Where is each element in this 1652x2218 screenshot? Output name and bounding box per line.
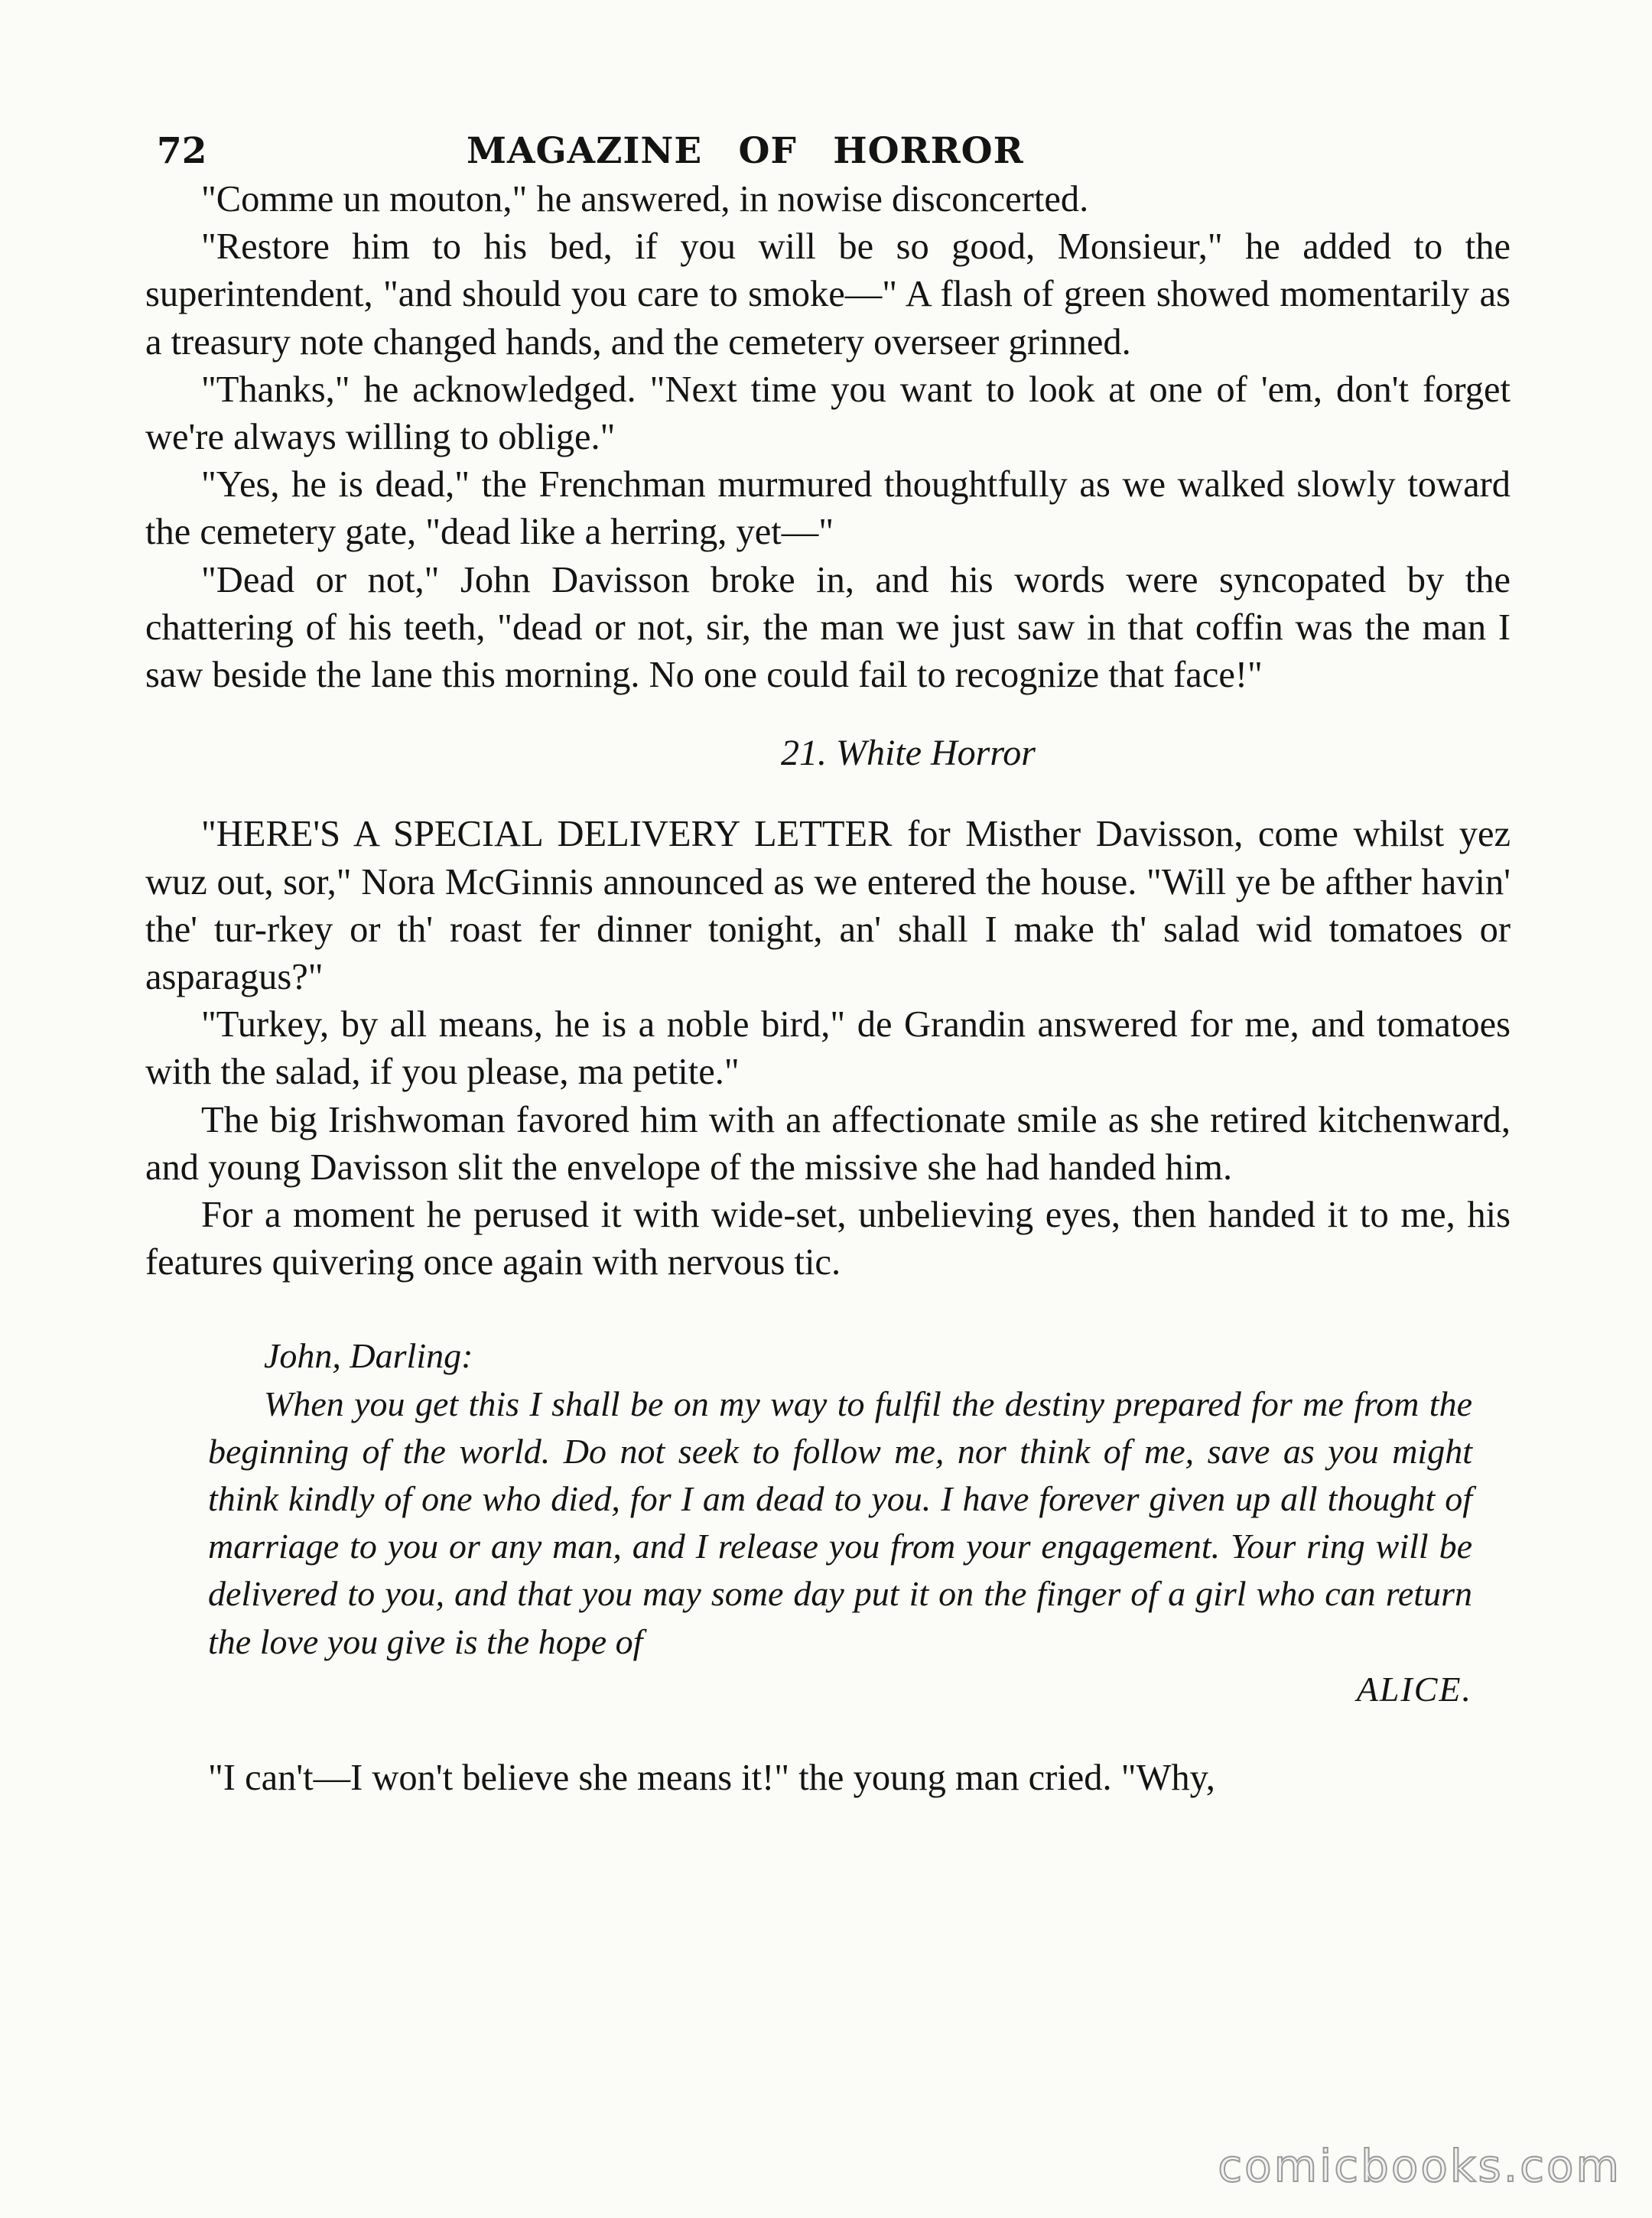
watermark: comicbooks.com — [1218, 2140, 1621, 2192]
page-number: 72 — [157, 130, 207, 172]
page-header — [145, 130, 1511, 176]
running-title: MAGAZINE OF HORROR — [467, 130, 1024, 172]
paragraph: "Thanks," he acknowledged. "Next time you want to look at one of 'em, don't forget we're always willing to oblige." — [145, 369, 1511, 458]
paragraph: "Comme un mouton," he answered, in nowise disconcerted. — [201, 179, 1089, 220]
paragraph: The big Irishwoman favored him with an affectionate smile as she retired kitchenward, and young Davisson slit the envelope of the missive she had handed him. — [145, 1099, 1511, 1188]
letter-block — [208, 1332, 1472, 1713]
letter-body: When you get this I shall be on my way to fulfil the destiny prepared for me from the beginning of the world. Do not seek to follow me, nor think of me, save as you might think kindly of one who died, for I am dead to you. I have forever given up all thought of marriage to you or any man, and I release you from your engagement. Your ring will be delivered to you, and that you may some day put it on the finger of a girl who can return the love you give is the hope of — [208, 1384, 1472, 1661]
chapter-heading: 21. White Horror — [781, 733, 1036, 774]
document-page — [145, 130, 1511, 1802]
paragraph: "HERE'S A SPECIAL DELIVERY LETTER for Misther Davisson, come whilst yez wuz out, sor," Nora McGinnis announced as we entered the house. "Will ye be afther havin' the' tur-rkey or th' roast fer dinner tonight, an' shall I make th' salad wid tomatoes or asparagus?" — [145, 814, 1511, 998]
letter-salutation: John, Darling: — [264, 1336, 473, 1376]
paragraph: "Turkey, by all means, he is a noble bird," de Grandin answered for me, and tomatoes with the salad, if you please, ma petite." — [145, 1004, 1511, 1093]
paragraph: "Dead or not," John Davisson broke in, and his words were syncopated by the chattering of his teeth, "dead or not, sir, the man we just saw in that coffin was the man I saw beside the lane this morning. No one could fail to recognize that face!" — [145, 559, 1511, 696]
paragraph: "I can't—I won't believe she means it!" the young man cried. "Why, — [208, 1758, 1215, 1799]
paragraph: "Restore him to his bed, if you will be so good, Monsieur," he added to the superintendent, "and should you care to smoke—" A flash of green showed momentarily as a treasury note changed hands, and the cemetery overseer grinned. — [145, 226, 1511, 363]
body-text — [145, 176, 1511, 1802]
paragraph: For a moment he perused it with wide-set, unbelieving eyes, then handed it to me, his features quivering once again with nervous tic. — [145, 1195, 1511, 1283]
letter-signature: ALICE. — [1356, 1669, 1472, 1709]
paragraph: "Yes, he is dead," the Frenchman murmured thoughtfully as we walked slowly toward the cemetery gate, "dead like a herring, yet—" — [145, 464, 1511, 553]
